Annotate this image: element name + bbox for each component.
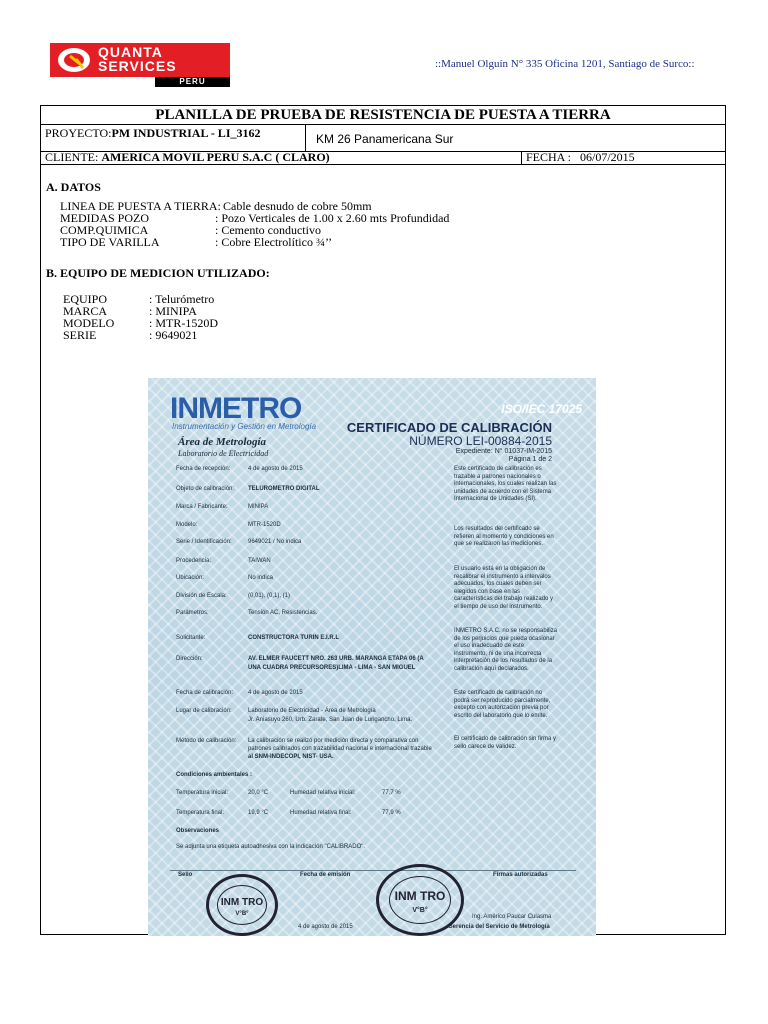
logo-name-line1: QUANTA (98, 44, 163, 60)
signer-role: Gerencia del Servicio de Metrología (448, 924, 550, 930)
certificate-field-value: TELUROMETRO DIGITAL (248, 486, 320, 492)
inmetro-tagline: Instrumentación y Gestión en Metrología (172, 422, 317, 431)
location-cell: KM 26 Panamericana Sur (316, 132, 454, 146)
certificate-field-label: Lugar de calibración: (176, 708, 232, 714)
row-value: Cable desnudo de cobre 50mm (223, 199, 372, 213)
emission-date: 4 de agosto de 2015 (298, 924, 353, 930)
certificate-field-value: Tensión AC, Resistencias. (248, 610, 318, 616)
left-seal (206, 874, 278, 936)
section-b-list (63, 293, 323, 341)
certificate-field-value: MTR-1520D (248, 522, 281, 528)
row-value: : Telurómetro (149, 292, 215, 306)
humidity-initial-value: 77,7 % (382, 790, 401, 796)
conditions-title: Condiciones ambientales : (176, 772, 253, 778)
certificate-field-value: Jr. Aniasuyo 260, Urb. Zarate, San Juan de Lurigancho, Lima. (248, 717, 413, 723)
company-address: ::Manuel Olguín N° 335 Oficina 1201, Santiago de Surco:: (435, 58, 695, 70)
certificate-field-label: Fecha de recepción: (176, 466, 231, 472)
temp-initial-label: Temperatura inicial: (176, 790, 229, 796)
signer-name: Ing. Américo Paucar Culasma (472, 914, 552, 920)
form-title: PLANILLA DE PRUEBA DE RESISTENCIA DE PUESTA A TIERRA (41, 106, 725, 125)
certificate-note: El usuario está en la obligación de recalibrar el instrumento a intervalos adecuados, los cuales deben ser elegidos con base en las características del trabajo realizado y el tiempo de uso del instrumento. (454, 566, 554, 610)
client-row (41, 151, 725, 165)
certificate-field-value: 9649021 / No indica (248, 539, 302, 545)
seal-header: Sello (178, 872, 193, 878)
certificate-field-label: División de Escala: (176, 593, 227, 599)
certificate-field-value: 4 de agosto de 2015 (248, 690, 303, 696)
left-seal-text: INM TRO (220, 897, 264, 908)
row-label: MODELO (63, 316, 115, 330)
project-value: PM INDUSTRIAL - LI_3162 (111, 126, 261, 140)
certificate-note: Este certificado de calibración no podrá ser reproducido parcialmente, excepto con autorización previa por escrito del laboratorio que lo emite. (454, 690, 551, 719)
signatures-header: Firmas autorizadas (493, 872, 548, 878)
certificate-field-value: TAIWAN (248, 558, 271, 564)
fecha-label: FECHA : (526, 150, 572, 164)
right-seal-text: INM TRO (394, 889, 446, 903)
certificate-field-value: CONSTRUCTORA TURIN E.I.R.L (248, 635, 339, 641)
certificate-field-value: al SNM-INDECOPI, NIST- USA. (248, 754, 334, 760)
certificate-field-label: Solicitante: (176, 635, 206, 641)
certificate-number: NÚMERO LEI-00884-2015 (409, 434, 552, 448)
row-value: : Cemento conductivo (215, 223, 321, 237)
certificate-field-value: (0,01), (0,1), (1) (248, 593, 291, 599)
right-seal-vb: V°B° (412, 907, 428, 914)
certificate-note: Este certificado de calibración es trazable a patrones nacionales o internacionales, los cuales realizan las unidades de acuerdo con el Sistema Internacional de Unidades (SI). (454, 466, 557, 502)
certificate-field-label: Ubicación: (176, 575, 205, 581)
project-label: PROYECTO: (45, 126, 112, 140)
row-value: : 9649021 (149, 328, 198, 342)
row-value: : MTR-1520D (149, 316, 218, 330)
emission-header: Fecha de emisión (300, 872, 351, 878)
fecha-cell (521, 151, 727, 164)
left-seal-vb: V°B° (235, 911, 249, 917)
calibration-certificate (148, 378, 596, 936)
certificate-field-value: 4 de agosto de 2015 (248, 466, 303, 472)
certificate-field-value: La calibración se realizó por medición directa y comparativa con (248, 738, 419, 744)
certificate-page: Página 1 de 2 (508, 456, 552, 463)
certificate-field-value: Laboratorio de Electricidad - Área de Metrología (248, 708, 376, 714)
logo-sub: PERU (155, 77, 230, 87)
row-value: : Pozo Verticales de 1.00 x 2.60 mts Profundidad (215, 211, 450, 225)
humidity-final-value: 77,9 % (382, 810, 401, 816)
certificate-field-value: patrones calibrados con trazabilidad nacional e internacional trazable (248, 746, 432, 752)
certificate-field-value: AV. ELMER FAUCETT NRO. 263 URB. MARANGA ETAPA 06 (A (248, 656, 424, 662)
section-b-title: B. EQUIPO DE MEDICION UTILIZADO: (46, 266, 270, 280)
row-value: : Cobre Electrolítico ¾’’ (215, 235, 333, 249)
row-value: : MINIPA (149, 304, 197, 318)
temp-final-value: 19,9 °C (248, 810, 269, 816)
logo-name (98, 45, 177, 73)
section-a-row (60, 236, 480, 248)
certificate-field-label: Dirección: (176, 656, 203, 662)
row-label: LINEA DE PUESTA A TIERRA: (60, 199, 221, 213)
row-label: MEDIDAS POZO (60, 211, 150, 225)
section-b-row (63, 329, 323, 341)
certificate-field-label: Objeto de calibración: (176, 486, 235, 492)
certificate-field-label: Marca / Fabricante: (176, 504, 228, 510)
certificate-field-value: UNA CUADRA PRECURSORES)LIMA - LIMA - SAN MIGUEL (248, 665, 416, 671)
certificate-note: Los resultados del certificado se refieren al momento y condiciones en que se realizaron las mediciones. (454, 526, 554, 547)
humidity-final-label: Humedad relativa final: (290, 810, 352, 816)
row-label: COMP.QUIMICA (60, 223, 149, 237)
company-logo (50, 43, 230, 87)
project-cell (41, 124, 306, 151)
area-label: Área de Metrología (178, 436, 266, 448)
row-label: EQUIPO (63, 292, 107, 306)
certificate-expediente: Expediente: N° 01037-IM-2015 (455, 448, 552, 455)
certificate-field-label: Modelo: (176, 522, 198, 528)
row-label: SERIE (63, 328, 97, 342)
logo-q-icon (56, 46, 92, 74)
temp-initial-value: 20,0 °C (248, 790, 269, 796)
certificate-field-label: Serie / Identificación: (176, 539, 232, 545)
certificate-note: El certificado de calibración sin firma y sello carece de validez. (454, 736, 557, 750)
row-label: MARCA (63, 304, 108, 318)
logo-name-line2: SERVICES (98, 58, 177, 74)
certificate-field-label: Fecha de calibración: (176, 690, 234, 696)
certificate-field-value: MINIPA (248, 504, 269, 510)
project-row (41, 124, 725, 152)
fecha-value: 06/07/2015 (580, 150, 635, 164)
client-cell (45, 151, 330, 164)
certificate-field-label: Procedencia: (176, 558, 212, 564)
lab-label: Laboratorio de Electricidad (178, 449, 269, 458)
row-label: TIPO DE VARILLA (60, 235, 160, 249)
temp-final-label: Temperatura final: (176, 810, 225, 816)
certificate-field-label: Parámetros: (176, 610, 209, 616)
certificate-title: CERTIFICADO DE CALIBRACIÓN (346, 420, 552, 435)
certificate-field-label: Método de calibración: (176, 738, 237, 744)
client-value: AMERICA MOVIL PERU S.A.C ( CLARO) (101, 150, 330, 164)
certificate-field-value: No indica (248, 575, 274, 581)
client-label: CLIENTE: (45, 150, 99, 164)
observations-text: Se adjunta una etiqueta autoadhesiva con la indicación "CALIBRADO". (176, 844, 366, 850)
observations-title: Observaciones (176, 828, 220, 834)
inmetro-logo: INMETRO (170, 392, 302, 425)
section-a-list (60, 200, 480, 248)
humidity-initial-label: Humedad relativa inicial: (290, 790, 356, 796)
certificate-note: INMETRO S.A.C. no se responsabiliza de los perjuicios que pueda ocasionar el uso inadecuado de este instrumento, ni de una incorrecta interpretación de los resultados de la calibración aquí declarados. (454, 628, 558, 672)
iso-label: ISO/IEC 17025 (501, 402, 582, 416)
section-a-title: A. DATOS (46, 180, 101, 194)
divider (170, 870, 576, 871)
